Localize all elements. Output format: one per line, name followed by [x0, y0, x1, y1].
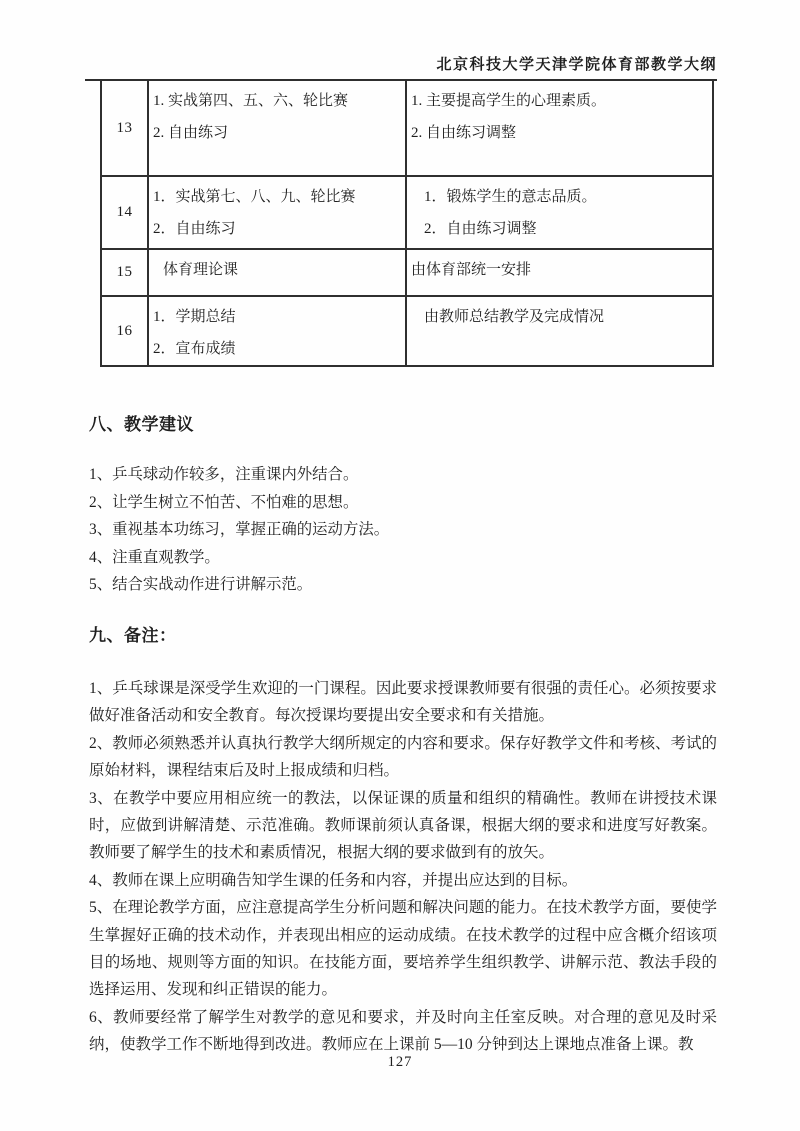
requirement-cell — [406, 296, 713, 366]
suggestion-item: 3、重视基本功练习，掌握正确的运动方法。 — [89, 521, 390, 538]
suggestion-item: 4、注重直观教学。 — [89, 548, 220, 566]
table-row — [101, 296, 713, 366]
page-number: 127 — [387, 1054, 413, 1070]
cell-line: 1. 实战第四、五、六、轮比赛 — [153, 93, 349, 109]
cell-line: 1．学期总结 — [153, 309, 236, 325]
requirement-cell — [406, 81, 713, 176]
notes-block — [89, 675, 717, 1059]
cell-line: 2．自由练习调整 — [424, 221, 537, 237]
cell-line: 1．锻炼学生的意志品质。 — [424, 189, 597, 205]
note-paragraph: 4、教师在课上应明确告知学生课的任务和内容，并提出应达到的目标。 — [89, 871, 578, 889]
content-cell — [148, 296, 406, 366]
week-number-cell: 15 — [101, 249, 148, 296]
cell-line: 2. 自由练习 — [153, 125, 229, 141]
section-heading-suggestions: 八、教学建议 — [89, 415, 194, 434]
cell-line: 2．自由练习 — [153, 221, 236, 237]
requirement-cell — [406, 249, 713, 296]
requirement-cell — [406, 176, 713, 249]
content-cell — [148, 81, 406, 176]
section-heading-notes: 九、备注： — [89, 626, 177, 645]
week-number-cell: 13 — [101, 81, 148, 176]
cell-line: 由体育部统一安排 — [411, 262, 532, 278]
note-paragraph: 2、教师必须熟悉并认真执行教学大纲所规定的内容和要求。保存好教学文件和考核、考试的原始材料，课程结束后及时上报成绩和归档。 — [89, 734, 717, 780]
cell-line: 2．宣布成绩 — [153, 341, 236, 357]
content-cell — [148, 249, 406, 296]
note-paragraph: 5、在理论教学方面，应注意提高学生分析问题和解决问题的能力。在技术教学方面，要使学生掌握好正确的技术动作，并表现出相应的运动成绩。在技术教学的过程中应含概介绍该项目的场地、规则等方面的知识。在技能方面，要培养学生组织教学、讲解示范、教法手段的选择运用、发现和纠正错误的能力。 — [89, 899, 717, 999]
week-number-cell: 16 — [101, 296, 148, 366]
note-paragraph: 1、乒乓球课是深受学生欢迎的一门课程。因此要求授课教师要有很强的责任心。必须按要求做好准备活动和安全教育。每次授课均要提出安全要求和有关措施。 — [89, 680, 717, 725]
cell-line: 1. 主要提高学生的心理素质。 — [411, 93, 607, 109]
note-paragraph: 6、教师要经常了解学生对教学的意见和要求，并及时向主任室反映。对合理的意见及时采纳，使教学工作不断地得到改进。教师应在上课前 5—10 分钟到达上课地点准备上课。教 — [89, 1008, 717, 1054]
table-row — [101, 249, 713, 296]
cell-line: 体育理论课 — [163, 262, 239, 278]
week-number-cell: 14 — [101, 176, 148, 249]
content-cell — [148, 176, 406, 249]
suggestion-item: 2、让学生树立不怕苦、不怕难的思想。 — [89, 493, 359, 511]
schedule-table — [100, 81, 714, 367]
cell-line: 2. 自由练习调整 — [411, 125, 517, 141]
table-row — [101, 176, 713, 249]
header-title: 北京科技大学天津学院体育部教学大纲 — [436, 57, 717, 73]
cell-line: 1．实战第七、八、九、轮比赛 — [153, 189, 356, 205]
suggestion-item: 1、乒乓球动作较多，注重课内外结合。 — [89, 466, 359, 483]
cell-line: 由教师总结教学及完成情况 — [424, 309, 605, 325]
suggestion-item: 5、结合实战动作进行讲解示范。 — [89, 576, 313, 593]
suggestion-list — [89, 461, 389, 599]
note-paragraph: 3、在教学中要应用相应统一的教法，以保证课的质量和组织的精确性。教师在讲授技术课时，应做到讲解清楚、示范准确。教师课前须认真备课，根据大纲的要求和进度写好教案。教师要了解学生的技术和素质情况，根据大纲的要求做到有的放矢。 — [89, 789, 717, 862]
table-row — [101, 81, 713, 176]
